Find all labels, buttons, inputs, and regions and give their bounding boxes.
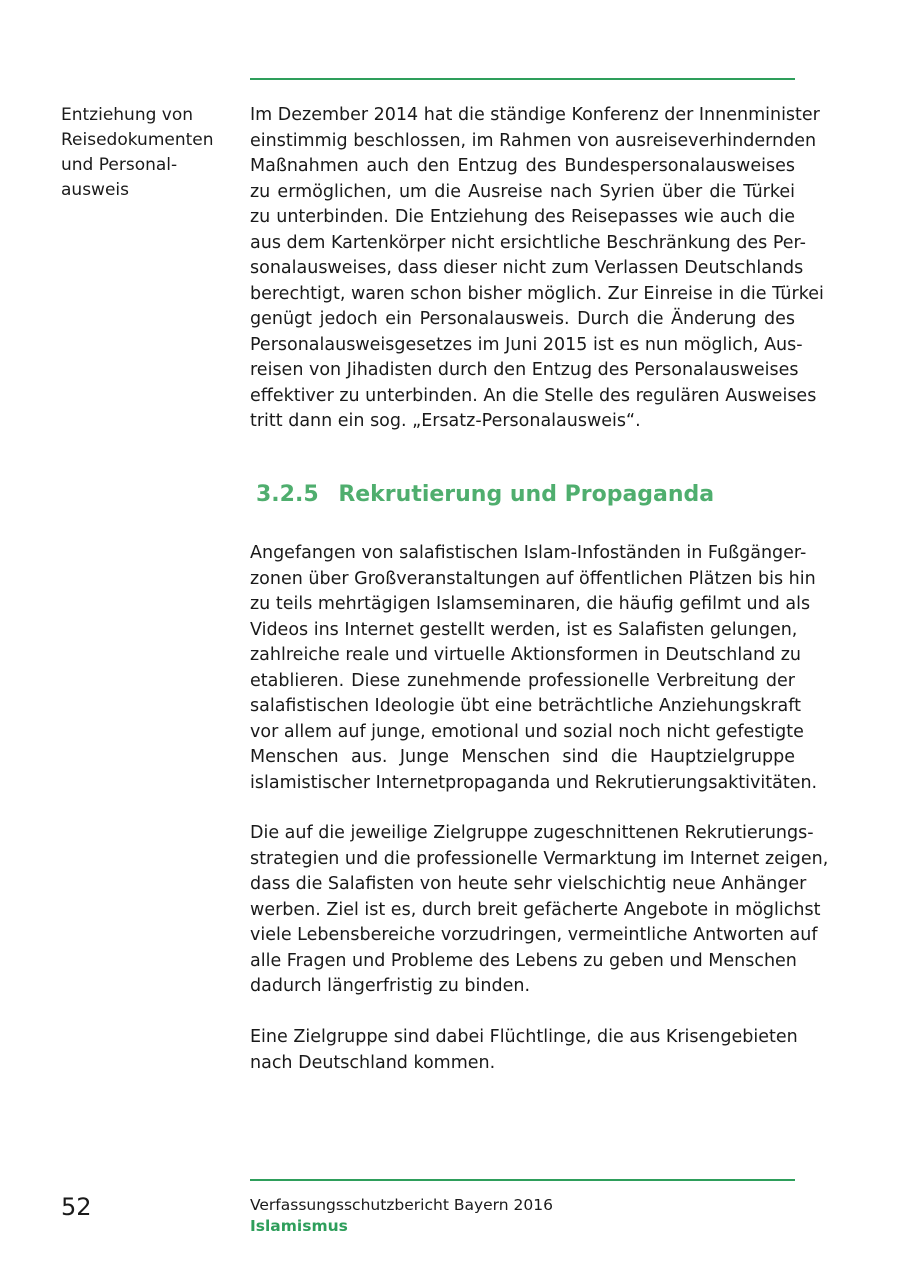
footer-chapter-title: Islamismus	[250, 1217, 348, 1235]
section-heading	[256, 482, 714, 507]
text-line: aus dem Kartenkörper nicht ersichtliche Beschränkung des Per-	[250, 232, 806, 253]
margin-note-line: Reisedokumenten	[61, 130, 214, 150]
text-line: Menschen aus. Junge Menschen sind die Hauptzielgruppe	[250, 747, 795, 767]
text-line: nach Deutschland kommen.	[250, 1052, 496, 1073]
text-line: Personalausweisgesetzes im Juni 2015 ist es nun möglich, Aus-	[250, 334, 803, 355]
footer-publication-title: Verfassungsschutzbericht Bayern 2016	[250, 1196, 553, 1214]
text-line: zonen über Großveranstaltungen auf öffentlichen Plätzen bis hin	[250, 568, 816, 589]
text-line: vor allem auf junge, emotional und sozial noch nicht gefestigte	[250, 721, 804, 742]
page-number: 52	[61, 1193, 92, 1221]
footer-divider	[250, 1179, 795, 1181]
text-line: effektiver zu unterbinden. An die Stelle des regulären Ausweises	[250, 385, 817, 406]
text-line: dass die Salafisten von heute sehr vielschichtig neue Anhänger	[250, 874, 807, 894]
text-line: salafistischen Ideologie übt eine beträchtliche Anziehungskraft	[250, 696, 801, 716]
text-line: reisen von Jihadisten durch den Entzug des Personalausweises	[250, 360, 799, 380]
paragraph-fluechtlinge	[250, 1025, 798, 1076]
paragraph-entziehung	[250, 103, 824, 435]
text-line: Die auf die jeweilige Zielgruppe zugeschnittenen Rekrutierungs-	[250, 823, 814, 843]
text-line: werben. Ziel ist es, durch breit gefächerte Angebote in möglichst	[250, 899, 821, 920]
text-line: strategien und die professionelle Vermarktung im Internet zeigen,	[250, 848, 829, 869]
paragraph-zielgruppe	[250, 821, 829, 1000]
text-line: etablieren. Diese zunehmende professionelle Verbreitung der	[250, 670, 795, 691]
text-line: zu unterbinden. Die Entziehung des Reisepasses wie auch die	[250, 207, 795, 227]
text-line: dadurch längerfristig zu binden.	[250, 976, 531, 996]
margin-note-line: Entziehung von	[61, 105, 194, 125]
text-line: Im Dezember 2014 hat die ständige Konferenz der Innenminister	[250, 105, 820, 125]
text-line: berechtigt, waren schon bisher möglich. Zur Einreise in die Türkei	[250, 283, 824, 304]
text-line: Videos ins Internet gestellt werden, ist es Salafisten gelungen,	[250, 619, 798, 640]
margin-note-line: und Personal-	[61, 155, 178, 175]
margin-note-line: ausweis	[61, 180, 129, 200]
text-line: islamistischer Internetpropaganda und Rekrutierungsaktivitäten.	[250, 772, 818, 793]
text-line: Maßnahmen auch den Entzug des Bundespersonalausweises	[250, 156, 795, 176]
text-line: Angefangen von salafistischen Islam-Infoständen in Fußgänger-	[250, 543, 807, 563]
section-number: 3.2.5	[256, 482, 319, 507]
text-line: zu ermöglichen, um die Ausreise nach Syrien über die Türkei	[250, 181, 795, 202]
section-title: Rekrutierung und Propaganda	[338, 482, 715, 507]
text-line: viele Lebensbereiche vorzudringen, vermeintliche Antworten auf	[250, 925, 818, 945]
text-line: alle Fragen und Probleme des Lebens zu geben und Menschen	[250, 950, 797, 971]
text-line: sonalausweises, dass dieser nicht zum Verlassen Deutschlands	[250, 258, 804, 278]
text-line: genügt jedoch ein Personalausweis. Durch die Änderung des	[250, 309, 795, 329]
text-line: Eine Zielgruppe sind dabei Flüchtlinge, die aus Krisengebieten	[250, 1027, 798, 1047]
text-line: einstimmig beschlossen, im Rahmen von ausreiseverhindernden	[250, 130, 817, 151]
margin-note	[61, 103, 236, 203]
text-line: zu teils mehrtägigen Islamseminaren, die häufig gefilmt und als	[250, 594, 811, 614]
paragraph-angefangen	[250, 541, 818, 796]
text-line: zahlreiche reale und virtuelle Aktionsformen in Deutschland zu	[250, 645, 802, 665]
top-divider	[250, 78, 795, 80]
text-line: tritt dann ein sog. „Ersatz-Personalausweis“.	[250, 411, 641, 431]
